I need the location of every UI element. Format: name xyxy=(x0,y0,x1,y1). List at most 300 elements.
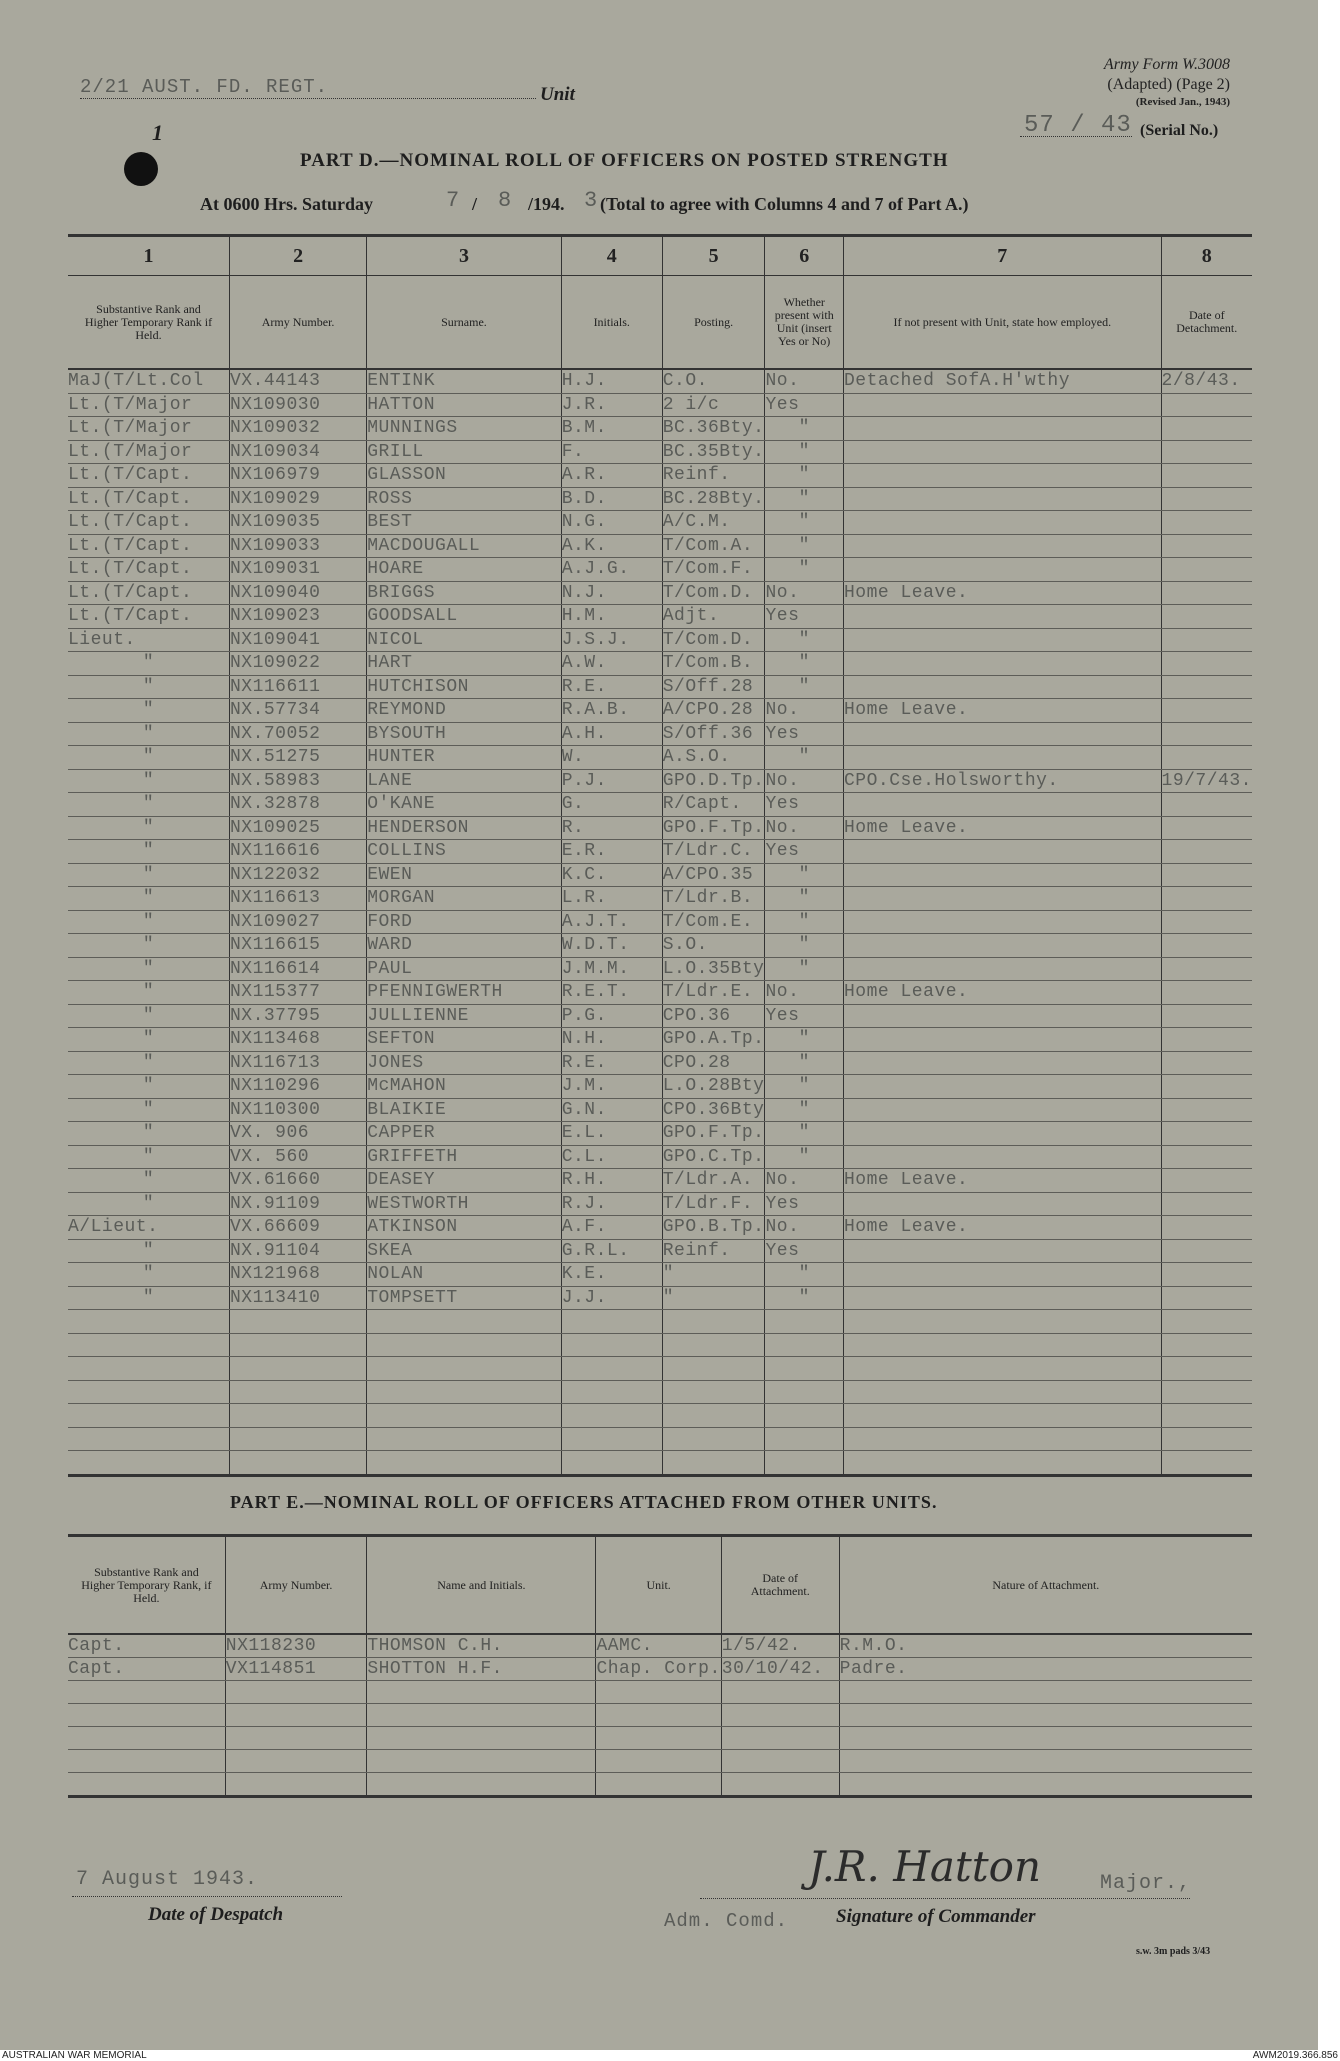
table-cell: No. xyxy=(765,816,844,840)
table-cell: T/Ldr.F. xyxy=(662,1192,765,1216)
table-cell xyxy=(225,1704,367,1727)
column-header-row xyxy=(68,276,1252,370)
table-cell: ATKINSON xyxy=(367,1216,562,1240)
table-cell: Lt.(T/Capt. xyxy=(68,581,229,605)
table-cell: PFENNIGWERTH xyxy=(367,981,562,1005)
table-row xyxy=(68,487,1252,511)
table-cell: " xyxy=(68,746,229,770)
table-cell: THOMSON C.H. xyxy=(367,1634,596,1658)
table-cell: T/Ldr.E. xyxy=(662,981,765,1005)
table-cell xyxy=(596,1727,721,1750)
table-cell xyxy=(1161,793,1252,817)
table-row xyxy=(68,464,1252,488)
table-cell xyxy=(1161,816,1252,840)
table-cell: " xyxy=(765,464,844,488)
table-cell xyxy=(844,840,1162,864)
table-cell: HUNTER xyxy=(367,746,562,770)
table-cell: " xyxy=(68,722,229,746)
table-cell: " xyxy=(68,1051,229,1075)
table-cell: " xyxy=(68,1122,229,1146)
table-cell: " xyxy=(68,793,229,817)
table-cell: GOODSALL xyxy=(367,605,562,629)
table-cell: No. xyxy=(765,369,844,393)
table-cell xyxy=(662,1427,765,1451)
table-cell: VX.66609 xyxy=(229,1216,366,1240)
table-cell xyxy=(1161,1286,1252,1310)
table-cell: R/Capt. xyxy=(662,793,765,817)
table-cell: A.F. xyxy=(561,1216,662,1240)
table-cell xyxy=(1161,746,1252,770)
col-number: 5 xyxy=(662,236,765,276)
at-time-text: At 0600 Hrs. Saturday xyxy=(200,194,374,214)
commander-label: Signature of Commander xyxy=(836,1906,1036,1927)
table-cell xyxy=(1161,1075,1252,1099)
table-cell: NX106979 xyxy=(229,464,366,488)
table-cell xyxy=(367,1357,562,1381)
table-cell: S.O. xyxy=(662,934,765,958)
table-cell: " xyxy=(68,1239,229,1263)
table-cell: K.E. xyxy=(561,1263,662,1287)
table-cell xyxy=(1161,652,1252,676)
table-cell: VX.61660 xyxy=(229,1169,366,1193)
table-cell xyxy=(1161,1216,1252,1240)
table-cell: Capt. xyxy=(68,1658,225,1681)
table-cell xyxy=(367,1333,562,1357)
table-cell xyxy=(1161,981,1252,1005)
table-cell: " xyxy=(765,558,844,582)
table-cell: ROSS xyxy=(367,487,562,511)
table-cell: NX113410 xyxy=(229,1286,366,1310)
table-cell: GPO.C.Tp. xyxy=(662,1146,765,1167)
table-cell xyxy=(662,1380,765,1404)
table-cell xyxy=(1161,1098,1252,1122)
table-cell: MaJ(T/Lt.Col xyxy=(68,369,229,393)
table-cell: " xyxy=(68,1169,229,1193)
table-cell xyxy=(367,1427,562,1451)
table-cell xyxy=(68,1310,229,1334)
table-cell: Detached SofA.H'wthy xyxy=(844,369,1162,393)
table-cell: NX.51275 xyxy=(229,746,366,770)
table-cell: Lt.(T/Capt. xyxy=(68,534,229,558)
table-cell xyxy=(844,1004,1162,1028)
table-cell xyxy=(367,1451,562,1476)
table-cell: NX109040 xyxy=(229,581,366,605)
part-e-table xyxy=(68,1534,1252,1798)
table-row xyxy=(68,652,1252,676)
table-cell xyxy=(1161,581,1252,605)
table-cell xyxy=(367,1404,562,1428)
table-cell xyxy=(721,1681,839,1704)
unit-value: 2/21 AUST. FD. REGT. xyxy=(80,76,329,98)
table-cell: No. xyxy=(765,769,844,793)
table-cell: GLASSON xyxy=(367,464,562,488)
table-cell: G.N. xyxy=(561,1098,662,1122)
table-cell: " xyxy=(765,1075,844,1099)
table-cell xyxy=(1161,417,1252,441)
table-cell: G. xyxy=(561,793,662,817)
table-cell: VX.44143 xyxy=(229,369,366,393)
table-cell: F. xyxy=(561,440,662,464)
archive-footer xyxy=(0,2050,1340,2061)
table-cell: Home Leave. xyxy=(844,1216,1162,1240)
part-d-table xyxy=(68,234,1252,1477)
table-row xyxy=(68,1239,1252,1263)
table-cell xyxy=(844,793,1162,817)
col-header-army-number: Army Number. xyxy=(229,276,366,370)
table-cell xyxy=(844,628,1162,652)
table-cell xyxy=(844,1098,1162,1122)
table-cell: MACDOUGALL xyxy=(367,534,562,558)
col-header-posting: Posting. xyxy=(662,276,765,370)
table-cell xyxy=(1161,910,1252,934)
table-row xyxy=(68,1192,1252,1216)
table-cell: NX109031 xyxy=(229,558,366,582)
table-cell xyxy=(1161,1169,1252,1193)
table-cell: J.J. xyxy=(561,1286,662,1310)
table-cell: TOMPSETT xyxy=(367,1286,562,1310)
table-cell xyxy=(561,1427,662,1451)
table-cell: HATTON xyxy=(367,393,562,417)
table-cell xyxy=(844,1286,1162,1310)
table-cell: " xyxy=(765,1028,844,1052)
table-cell: " xyxy=(765,887,844,911)
table-cell xyxy=(844,887,1162,911)
table-cell: B.D. xyxy=(561,487,662,511)
table-cell: NX116613 xyxy=(229,887,366,911)
table-cell xyxy=(844,675,1162,699)
table-cell: SKEA xyxy=(367,1239,562,1263)
table-cell: Home Leave. xyxy=(844,816,1162,840)
table-row xyxy=(68,1286,1252,1310)
table-cell: " xyxy=(765,1145,844,1169)
table-cell: " xyxy=(68,863,229,887)
form-revised: (Revised Jan., 1943) xyxy=(1135,96,1230,108)
table-cell xyxy=(1161,1239,1252,1263)
table-cell: J.R. xyxy=(561,393,662,417)
table-cell xyxy=(68,1404,229,1428)
table-cell: NX116713 xyxy=(229,1051,366,1075)
table-cell: 2 i/c xyxy=(662,393,765,417)
table-cell: CAPPER xyxy=(367,1122,562,1146)
unit-label: Unit xyxy=(540,84,575,105)
table-cell: VX. 560 xyxy=(229,1145,366,1169)
serial-label: (Serial No.) xyxy=(1140,122,1219,139)
table-row xyxy=(68,1658,1252,1681)
table-cell: " xyxy=(765,628,844,652)
table-cell: Home Leave. xyxy=(844,581,1162,605)
col-header-surname: Surname. xyxy=(367,276,562,370)
table-cell: Adjt. xyxy=(662,605,765,629)
col-header-detachment-date: Date of Detachment. xyxy=(1161,276,1252,370)
table-cell xyxy=(367,1773,596,1797)
e-header-army-number: Army Number. xyxy=(225,1536,367,1635)
table-cell: P.J. xyxy=(561,769,662,793)
table-cell: " xyxy=(68,1075,229,1099)
table-cell: B.M. xyxy=(561,417,662,441)
table-cell xyxy=(844,1380,1162,1404)
table-cell xyxy=(1161,840,1252,864)
col-number: 6 xyxy=(765,236,844,276)
table-cell xyxy=(662,1333,765,1357)
table-cell: W. xyxy=(561,746,662,770)
table-cell: " xyxy=(68,887,229,911)
table-cell xyxy=(844,1451,1162,1476)
table-cell: L.O.28Bty xyxy=(662,1076,765,1097)
table-cell xyxy=(1161,1427,1252,1451)
table-cell: NX.91104 xyxy=(229,1239,366,1263)
table-cell: Padre. xyxy=(839,1658,1252,1681)
table-cell: Yes xyxy=(765,722,844,746)
table-row xyxy=(68,1357,1252,1381)
col-header-rank: Substantive Rank and Higher Temporary Rank if Held. xyxy=(68,276,229,370)
table-cell: Lt.(T/Major xyxy=(68,393,229,417)
table-cell: Yes xyxy=(765,840,844,864)
table-cell: R.E.T. xyxy=(561,981,662,1005)
table-cell: R.E. xyxy=(561,675,662,699)
table-cell xyxy=(229,1333,366,1357)
table-cell xyxy=(844,511,1162,535)
table-cell: " xyxy=(68,1004,229,1028)
table-cell: L.R. xyxy=(561,887,662,911)
table-cell: 19/7/43. xyxy=(1161,770,1252,791)
table-cell: HOARE xyxy=(367,558,562,582)
table-cell xyxy=(225,1750,367,1773)
table-cell: NX118230 xyxy=(225,1634,367,1658)
table-cell xyxy=(844,1239,1162,1263)
table-cell: NX109030 xyxy=(229,393,366,417)
table-cell: A/Lieut. xyxy=(68,1216,229,1240)
table-cell: GPO.F.Tp. xyxy=(662,1123,765,1144)
table-cell: K.C. xyxy=(561,863,662,887)
table-cell: EWEN xyxy=(367,863,562,887)
table-cell xyxy=(844,464,1162,488)
table-cell xyxy=(596,1681,721,1704)
table-row xyxy=(68,934,1252,958)
table-cell: " xyxy=(68,675,229,699)
table-cell: DEASEY xyxy=(367,1169,562,1193)
table-cell xyxy=(1161,1004,1252,1028)
table-cell xyxy=(662,1310,765,1334)
table-cell xyxy=(68,1773,225,1797)
table-cell xyxy=(1161,1357,1252,1381)
table-cell xyxy=(1161,605,1252,629)
table-cell: NX116614 xyxy=(229,957,366,981)
table-cell: Lt.(T/Capt. xyxy=(68,464,229,488)
table-cell: W.D.T. xyxy=(561,934,662,958)
table-cell xyxy=(839,1750,1252,1773)
col-number: 1 xyxy=(68,236,229,276)
table-cell: NX.37795 xyxy=(229,1004,366,1028)
table-cell: A/C.M. xyxy=(662,511,765,535)
table-cell: N.J. xyxy=(561,581,662,605)
table-cell: " xyxy=(662,1286,765,1310)
table-row xyxy=(68,605,1252,629)
e-header-nature: Nature of Attachment. xyxy=(839,1536,1252,1635)
table-cell: T/Ldr.A. xyxy=(662,1169,765,1193)
table-cell xyxy=(844,1357,1162,1381)
table-cell: " xyxy=(765,1286,844,1310)
table-cell: GPO.B.Tp. xyxy=(662,1217,765,1238)
table-cell xyxy=(844,605,1162,629)
table-cell xyxy=(367,1681,596,1704)
table-cell: Lt.(T/Capt. xyxy=(68,558,229,582)
table-cell: 30/10/42. xyxy=(721,1658,839,1681)
table-cell xyxy=(844,558,1162,582)
table-cell: " xyxy=(765,511,844,535)
table-row xyxy=(68,1004,1252,1028)
table-row xyxy=(68,957,1252,981)
form-paper: 2/21 AUST. FD. REGT. Unit Army Form W.3008 (Adapted) (Page 2) (Revised Jan., 1943) 57 / 43 (Serial No.) 1 PART D.—NOMINAL ROLL OF OFFICERS ON POSTED STRENGTH At 0600 Hrs. Saturday 7 / 8 /194. 3 (Total to agree with Columns 4 and 7 of Part A.) 1 2 3 4 5 6 7 8 Substantive Rank and Higher Temporary Rank if Held. Army Number. Surname. Initials. Posting. Whether present with Unit (insert Yes or No) If not present with Unit, state how employed. Date of Detachment. MaJ(T/Lt.Col VX.44143 ENTINK H.J. C.O. No. Detached SofA.H'wthy 2/8/43. Lt.(T/Major NX109030 HATTON J.R. 2 i/c Yes Lt.(T/Major NX109032 MUNNINGS B.M. BC.36Bty. " Lt.(T/Major NX109034 GRILL F. BC.35Bty. " Lt.(T/Capt. NX106979 GLASSON A.R. Reinf. " Lt.(T/Capt. NX109029 ROSS B.D. BC.28Bty. " Lt.(T/Capt. NX109035 BEST N.G. A/C.M. " Lt.(T/Capt. NX109033 MACDOUGALL A.K. T/Com.A. " Lt.(T/Capt. NX109031 HOARE A.J.G. T/Com.F. " Lt.(T/Capt. NX109040 BRIGGS N.J. T/Com.D. No. Home Leave. Lt.(T/Capt. NX109023 GOODSALL H.M. Adjt. Yes Lieut. NX109041 NICOL J.S.J. T/Com.D. " " NX109022 HART A.W. T/Com.B. " " NX116611 HUTCHISON R.E. S/Off.28 " " NX.57734 REYMOND R.A.B. A/CPO.28 No. Home Leave. " NX.70052 BYSOUTH A.H. S/Off.36 Yes " NX.51275 HUNTER W. A.S.O. " " NX.58983 LANE P.J. GPO.D.Tp. No. CPO.Cse.Holsworthy. 19/7/43. " NX.32878 O'KANE G. R/Capt. Yes " NX109025 HENDERSON R. GPO.F.Tp. No. Home Leave. " NX116616 COLLINS E.R. T/Ldr.C. Yes " NX122032 EWEN K.C. A/CPO.35 " " NX116613 MORGAN L.R. T/Ldr.B. " " NX109027 FORD A.J.T. T/Com.E. " " NX116615 WARD W.D.T. S.O. " " NX116614 PAUL J.M.M. L.O.35Bty " " NX115377 PFENNIGWERTH R.E.T. T/Ldr.E. No. Home Leave. " NX.37795 JULLIENNE P.G. CPO.36 Yes " NX113468 SEFTON N.H. GPO.A.Tp. " " NX116713 JONES R.E. CPO.28 " " NX110296 McMAHON J.M. L.O.28Bty " " NX110300 BLAIKIE G.N. CPO.36Bty " " VX. 906 CAPPER E.L. GPO.F.Tp. " " VX. 560 GRIFFETH C.L. GPO.C.Tp. " " VX.61660 DEASEY R.H. T/Ldr.A. No. Home Leave. " NX.91109 WESTWORTH R.J. T/Ldr.F. Yes A/Lieut. VX.66609 ATKINSON A.F. GPO.B.Tp. No. Home Leave. " NX.91104 SKEA G.R.L. Reinf. Yes " NX121968 NOLAN K.E. " " " NX113410 TOMPSETT J.J. " " PART E.—NOMINAL ROLL OF OFFICERS ATTACHED FROM OTHER UNITS. Substantive Rank and Higher Temporary Rank, if Held. Army Number. Name and Initials. Unit. Date of Attachment. Nature of Attachment. Capt. NX118230 THOMSON C.H. AAMC. 1/5/42. R.M.O. Capt. VX114851 SHOTTON H.F. Chap. Corp. 30/10/42. Padre. 7 August 1943. Date of Despatch J.R. Hatton Major., Adm. Comd. Signature of Commander s.w. 3m pads 3/43 xyxy=(0,0,1318,2050)
table-cell xyxy=(229,1380,366,1404)
table-cell xyxy=(765,1357,844,1381)
table-cell: " xyxy=(68,910,229,934)
table-cell: GPO.D.Tp. xyxy=(662,770,765,791)
table-row xyxy=(68,511,1252,535)
table-cell: CPO.Cse.Holsworthy. xyxy=(844,769,1162,793)
table-cell: Yes xyxy=(765,1239,844,1263)
table-cell xyxy=(561,1451,662,1476)
table-cell: GPO.F.Tp. xyxy=(662,817,765,838)
table-row xyxy=(68,1145,1252,1169)
table-cell xyxy=(844,934,1162,958)
table-cell: WESTWORTH xyxy=(367,1192,562,1216)
table-cell xyxy=(765,1380,844,1404)
table-cell xyxy=(1161,957,1252,981)
table-row xyxy=(68,1727,1252,1750)
table-cell xyxy=(561,1357,662,1381)
table-row xyxy=(68,1451,1252,1476)
table-cell xyxy=(662,1404,765,1428)
adm-comd-typed: Adm. Comd. xyxy=(664,1910,789,1932)
table-cell: A.K. xyxy=(561,534,662,558)
table-cell xyxy=(367,1704,596,1727)
rank-typed: Major., xyxy=(1100,1872,1192,1895)
table-cell: A.R. xyxy=(561,464,662,488)
table-cell xyxy=(1161,675,1252,699)
table-row xyxy=(68,722,1252,746)
table-cell xyxy=(844,393,1162,417)
table-cell: C.L. xyxy=(561,1145,662,1169)
table-cell: BC.28Bty. xyxy=(662,488,765,509)
table-cell: NX115377 xyxy=(229,981,366,1005)
table-cell: " xyxy=(765,957,844,981)
table-cell: T/Com.D. xyxy=(662,628,765,652)
table-cell xyxy=(1161,699,1252,723)
table-cell xyxy=(765,1310,844,1334)
table-cell: " xyxy=(68,816,229,840)
table-row xyxy=(68,1028,1252,1052)
table-cell: " xyxy=(68,1098,229,1122)
col-number: 8 xyxy=(1161,236,1252,276)
table-cell: " xyxy=(662,1263,765,1287)
table-cell: O'KANE xyxy=(367,793,562,817)
table-cell: " xyxy=(68,699,229,723)
table-cell: S/Off.28 xyxy=(662,675,765,699)
table-cell: NX110300 xyxy=(229,1098,366,1122)
table-cell: PAUL xyxy=(367,957,562,981)
table-cell: Lt.(T/Major xyxy=(68,417,229,441)
table-row xyxy=(68,699,1252,723)
table-cell xyxy=(229,1357,366,1381)
table-cell: Yes xyxy=(765,1004,844,1028)
table-cell xyxy=(1161,934,1252,958)
part-e-header-row xyxy=(68,1536,1252,1635)
table-cell: T/Com.F. xyxy=(662,558,765,582)
table-row xyxy=(68,1404,1252,1428)
table-cell: REYMOND xyxy=(367,699,562,723)
table-cell: R.E. xyxy=(561,1051,662,1075)
table-cell: N.H. xyxy=(561,1028,662,1052)
table-cell xyxy=(844,1263,1162,1287)
table-cell: R.M.O. xyxy=(839,1634,1252,1658)
table-cell: NX116611 xyxy=(229,675,366,699)
table-cell xyxy=(844,1427,1162,1451)
table-cell xyxy=(839,1681,1252,1704)
table-cell: " xyxy=(68,652,229,676)
table-cell xyxy=(1161,1192,1252,1216)
table-cell xyxy=(721,1773,839,1797)
table-cell xyxy=(844,1122,1162,1146)
table-row xyxy=(68,910,1252,934)
table-cell xyxy=(367,1310,562,1334)
table-row xyxy=(68,534,1252,558)
table-cell: BRIGGS xyxy=(367,581,562,605)
table-row xyxy=(68,1773,1252,1797)
table-cell: NX116616 xyxy=(229,840,366,864)
table-cell: T/Com.B. xyxy=(662,652,765,676)
table-cell: VX114851 xyxy=(225,1658,367,1681)
table-cell xyxy=(844,534,1162,558)
table-cell: MUNNINGS xyxy=(367,417,562,441)
despatch-label: Date of Despatch xyxy=(148,1904,284,1925)
table-row xyxy=(68,1310,1252,1334)
table-row xyxy=(68,1216,1252,1240)
table-row xyxy=(68,1075,1252,1099)
table-cell: No. xyxy=(765,981,844,1005)
table-row xyxy=(68,887,1252,911)
table-cell: " xyxy=(68,1263,229,1287)
table-cell: " xyxy=(765,487,844,511)
table-cell: NX122032 xyxy=(229,863,366,887)
table-cell: T/Ldr.C. xyxy=(662,840,765,864)
table-cell: Yes xyxy=(765,1192,844,1216)
table-row xyxy=(68,840,1252,864)
table-cell: R.H. xyxy=(561,1169,662,1193)
punch-hole xyxy=(124,152,158,186)
table-cell: Chap. Corp. xyxy=(596,1659,721,1679)
table-cell: " xyxy=(765,1098,844,1122)
table-cell: " xyxy=(765,1051,844,1075)
table-cell xyxy=(1161,722,1252,746)
table-cell: " xyxy=(765,1122,844,1146)
col-header-initials: Initials. xyxy=(561,276,662,370)
table-cell xyxy=(844,1404,1162,1428)
table-cell: H.M. xyxy=(561,605,662,629)
table-cell: HART xyxy=(367,652,562,676)
table-cell: BEST xyxy=(367,511,562,535)
table-cell: BLAIKIE xyxy=(367,1098,562,1122)
table-cell xyxy=(229,1404,366,1428)
table-row xyxy=(68,558,1252,582)
table-cell xyxy=(1161,1263,1252,1287)
table-cell xyxy=(68,1727,225,1750)
table-cell: " xyxy=(765,1263,844,1287)
table-cell xyxy=(844,440,1162,464)
table-cell: " xyxy=(68,769,229,793)
table-cell: Reinf. xyxy=(662,1239,765,1263)
table-cell: Home Leave. xyxy=(844,1169,1162,1193)
table-cell: A.W. xyxy=(561,652,662,676)
